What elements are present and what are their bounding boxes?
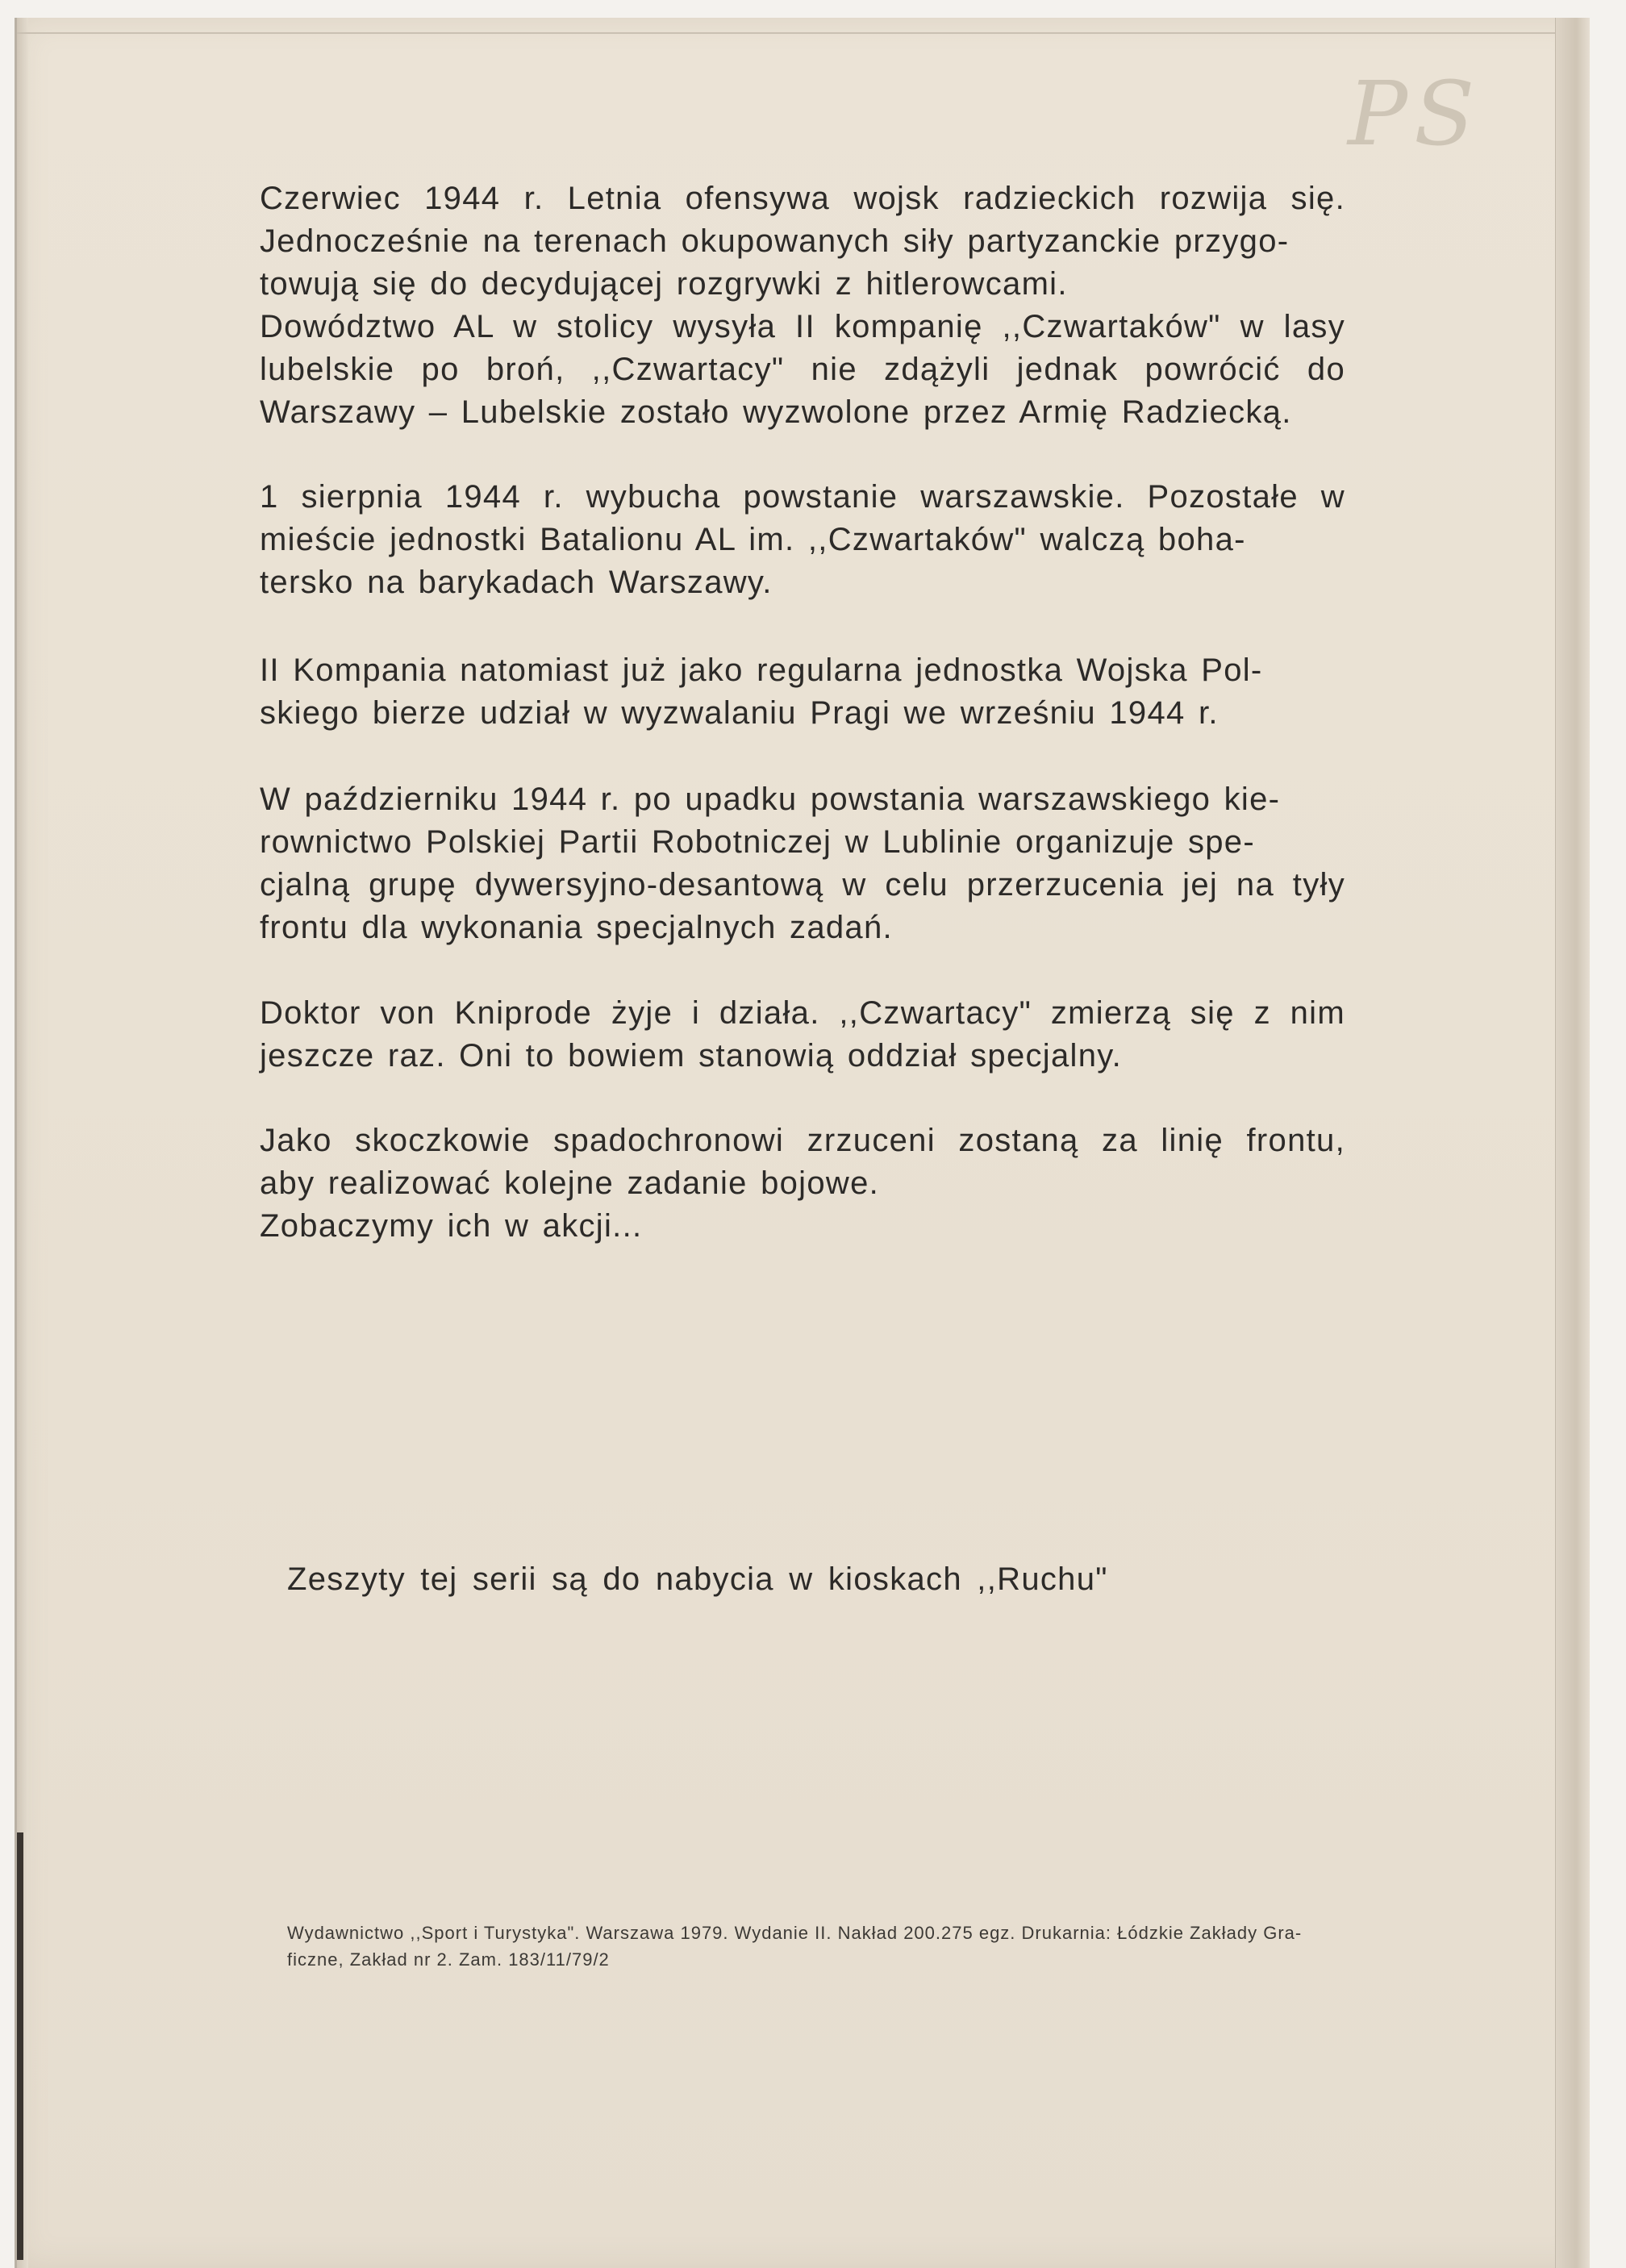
page-right-edge (1555, 18, 1590, 2268)
handwritten-initials-mark: PS (1348, 62, 1482, 165)
paragraph-october-1944: W październiku 1944 r. po upadku powstania warszawskiego kie- rownictwo Polskiej Partii Robotniczej w Lublinie organizuje spe- cjalną grupę dywersyjno-desantową w celu przerzucenia jej na tyły frontu dla wykonania specjalnych zadań. (260, 782, 1345, 945)
paragraph-second-company: II Kompania natomiast już jako regularna jednostka Wojska Pol- skiego bierze udział w wyzwalaniu Pragi we wrześniu 1944 r. (260, 652, 1263, 731)
spine-dark-edge (17, 1832, 23, 2260)
paragraph-uprising: 1 sierpnia 1944 r. wybucha powstanie warszawskie. Pozostałe w mieście jednostki Batalionu AL im. ,,Czwartaków" walczą boha- tersko na barykadach Warszawy. (260, 479, 1345, 600)
publisher-imprint: Wydawnictwo ,,Sport i Turystyka". Warszawa 1979. Wydanie II. Nakład 200.275 egz. Drukarnia: Łódzkie Zakłady Gra- ficzne, Zakład nr 2. Zam. 183/11/79/2 (287, 1923, 1303, 1970)
paragraph-doctor-kniprode: Doktor von Kniprode żyje i działa. ,,Czwartacy" zmierzą się z nim jeszcze raz. Oni to bowiem stanowią oddział specjalny. (260, 995, 1345, 1074)
paragraph-june-1944: Czerwiec 1944 r. Letnia ofensywa wojsk radzieckich rozwija się. Jednocześnie na terenach okupowanych siły partyzanckie przygo- towują się do decydującej rozgrywki z hitlerowcami. Dowództwo AL w stolicy wysyła II kompanię ,,Czwartaków" w lasy lubelskie po broń, ,,Czwartacy" nie zdążyli jednak powrócić do Warszawy – Lubelskie zostało wyzwolone przez Armię Radziecką. (260, 181, 1345, 430)
page-top-edge (17, 32, 1590, 34)
promo-line: Zeszyty tej serii są do nabycia w kioskach ,,Ruchu" (287, 1561, 1108, 1597)
paragraph-paratroopers: Jako skoczkowie spadochronowi zrzuceni zostaną za linię frontu, aby realizować kolejne zadanie bojowe. Zobaczymy ich w akcji... (260, 1123, 1345, 1244)
